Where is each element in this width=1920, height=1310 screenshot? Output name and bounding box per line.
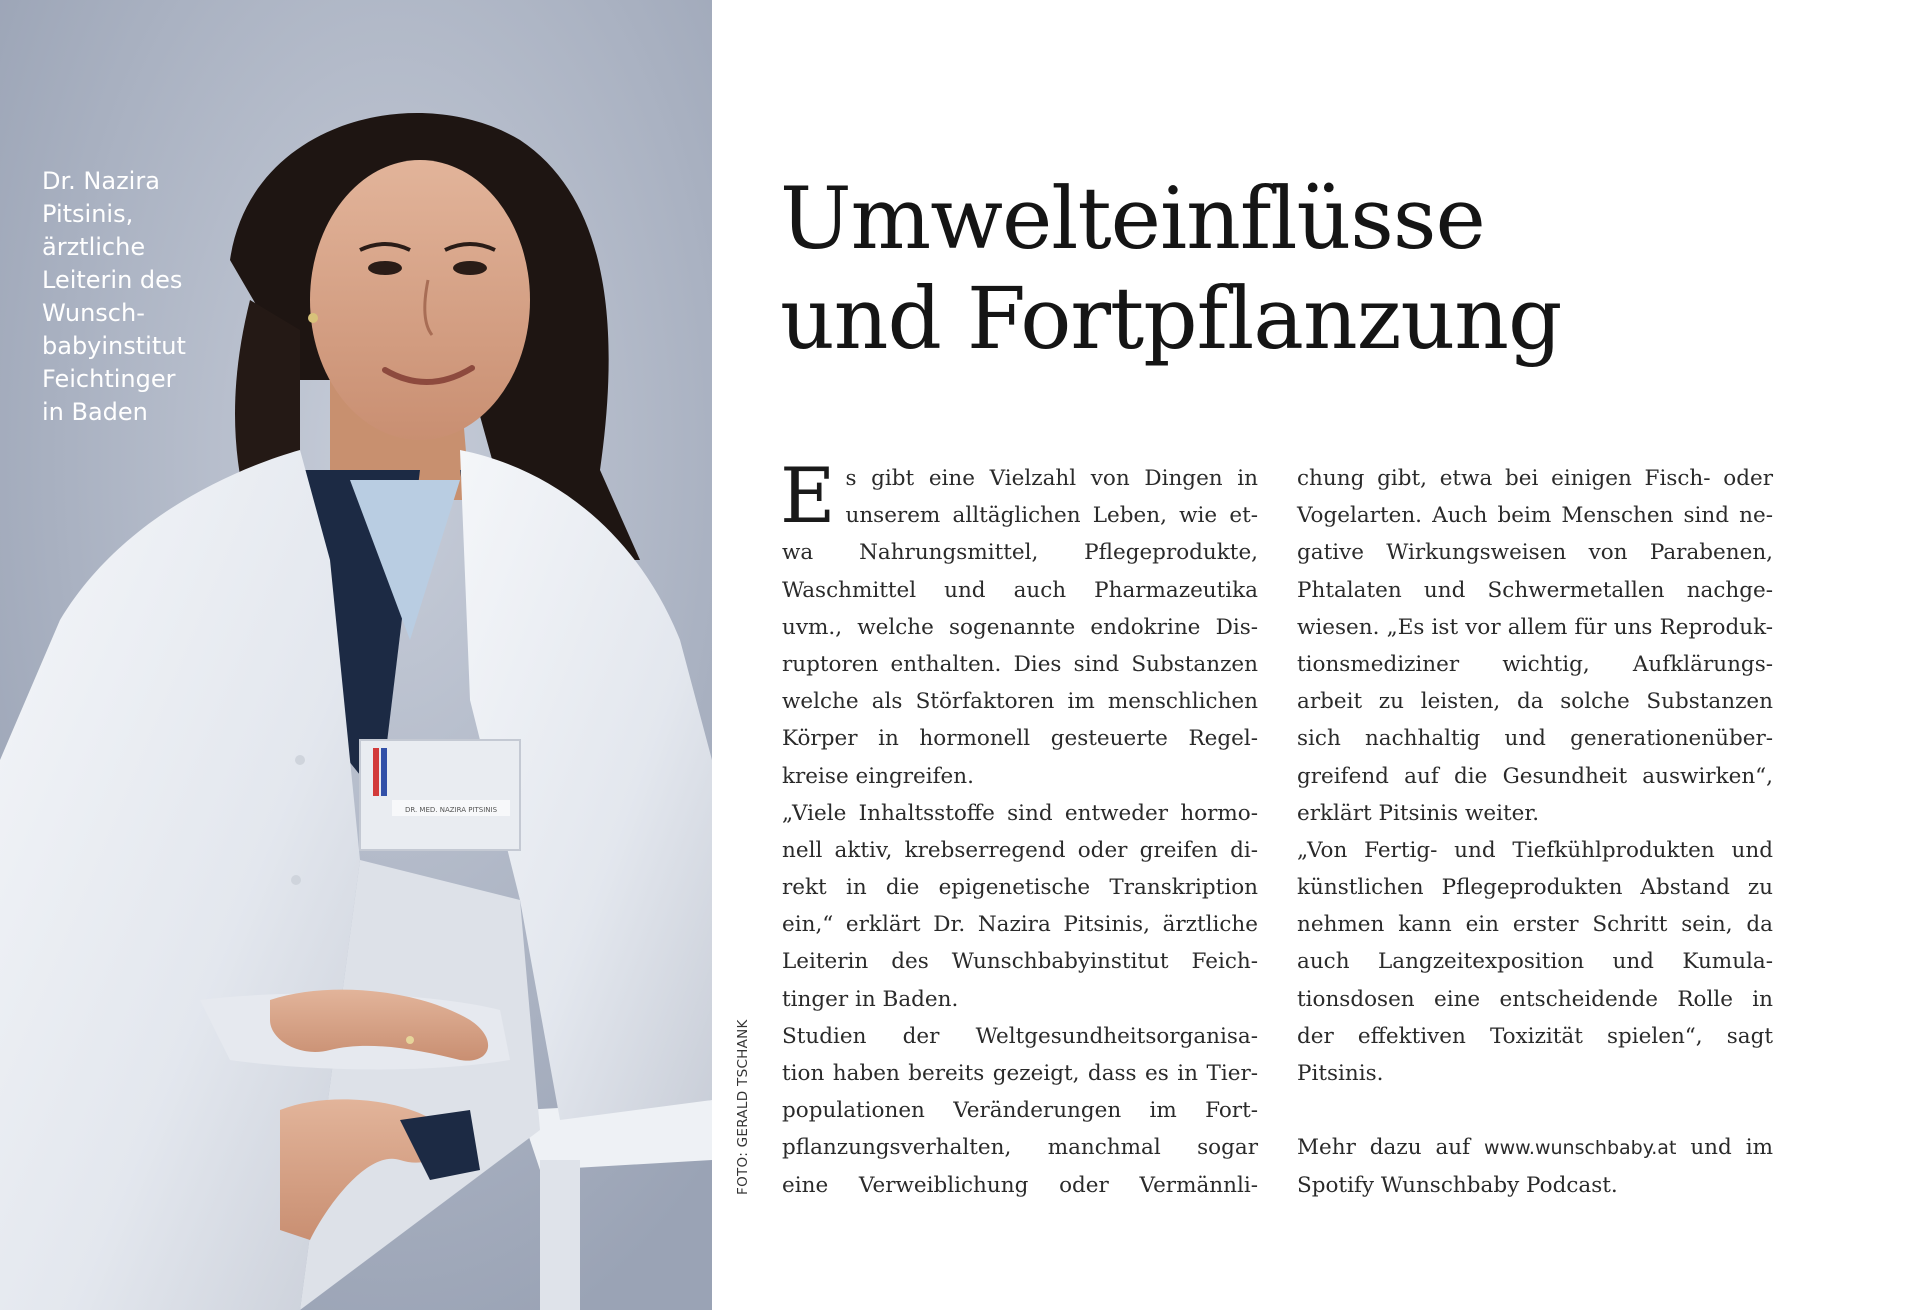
body-line: ruptoren enthalten. Dies sind Substanzen — [782, 651, 1258, 677]
body-line: eine Verweiblichung oder Vermännli- — [782, 1172, 1258, 1198]
drop-cap: E — [780, 451, 836, 540]
caption-line: Pitsinis, — [42, 200, 134, 228]
more-info-line-2: Spotify Wunschbaby Podcast. — [1297, 1172, 1618, 1198]
body-line: Pitsinis. — [1297, 1061, 1384, 1086]
body-line: tinger in Baden. — [782, 986, 959, 1012]
caption-line: in Baden — [42, 398, 148, 426]
body-line: Studien der Weltgesundheitsorganisa- — [782, 1023, 1258, 1049]
body-line: tion haben bereits gezeigt, dass es in Tier- — [782, 1061, 1258, 1086]
caption-line: babyinstitut — [42, 332, 186, 360]
body-line: welche als Störfaktoren im menschlichen — [782, 689, 1258, 715]
body-line: künstlichen Pflegeprodukten Abstand zu — [1297, 875, 1773, 901]
caption-line: ärztliche — [42, 233, 146, 261]
photo-credit: FOTO: GERALD TSCHANK — [735, 1019, 751, 1195]
body-line: Körper in hormonell gesteuerte Regel- — [782, 726, 1258, 752]
body-line: chung gibt, etwa bei einigen Fisch- oder — [1297, 466, 1773, 491]
body-line: arbeit zu leisten, da solche Substanzen — [1297, 689, 1773, 715]
more-info-prefix: Mehr dazu auf — [1297, 1135, 1485, 1161]
headline-line: Umwelteinflüsse — [780, 170, 1485, 269]
body-line: wa Nahrungsmittel, Pflegeprodukte, — [782, 540, 1258, 566]
body-line: erklärt Pitsinis weiter. — [1297, 800, 1540, 826]
body-line: „Von Fertig- und Tiefkühlprodukten und — [1297, 837, 1773, 863]
body-line: nell aktiv, krebserregend oder greifen di- — [782, 837, 1258, 863]
body-line: greifend auf die Gesundheit auswirken“, — [1297, 763, 1773, 789]
headline-line: und Fortpflanzung — [780, 270, 1562, 369]
website-link[interactable]: www.wunschbaby.at — [1484, 1137, 1677, 1160]
body-line: pflanzungsverhalten, manchmal sogar — [782, 1135, 1258, 1161]
body-line: ein,“ erklärt Dr. Nazira Pitsinis, ärztliche — [782, 912, 1258, 938]
body-line: kreise eingreifen. — [782, 763, 974, 789]
paragraph-gap — [1297, 1092, 1773, 1129]
body-line: uvm., welche sogenannte endokrine Dis- — [782, 614, 1258, 640]
more-info-line — [1297, 1129, 1773, 1166]
caption-line: Wunsch- — [42, 299, 145, 327]
body-line: wiesen. „Es ist vor allem für uns Reproduk- — [1297, 614, 1773, 640]
coat-badge: DR. MED. NAZIRA PITSINIS — [404, 806, 498, 814]
portrait-photo — [0, 0, 712, 1310]
body-line: Vogelarten. Auch beim Menschen sind ne- — [1297, 503, 1773, 529]
caption-line: Dr. Nazira — [42, 167, 160, 195]
body-line: gative Wirkungsweisen von Parabenen, — [1297, 540, 1773, 566]
photo-caption — [42, 165, 212, 429]
body-line: rekt in die epigenetische Transkription — [782, 875, 1258, 901]
body-line: auch Langzeitexposition und Kumula- — [1297, 949, 1773, 975]
article-column-1 — [780, 451, 1258, 1204]
more-info-suffix: und im — [1676, 1135, 1773, 1161]
caption-line: Leiterin des — [42, 266, 183, 294]
body-line: unserem alltäglichen Leben, wie et- — [845, 503, 1258, 529]
caption-line: Feichtinger — [42, 365, 176, 393]
headline — [780, 170, 1561, 370]
body-line: der effektiven Toxizität spielen“, sagt — [1297, 1023, 1773, 1049]
article-column-2 — [1297, 460, 1773, 1204]
body-line: Waschmittel und auch Pharmazeutika — [782, 577, 1258, 603]
body-line: s gibt eine Vielzahl von Dingen in — [845, 466, 1258, 491]
body-line: tionsdosen eine entscheidende Rolle in — [1297, 986, 1773, 1012]
body-line: Phtalaten und Schwermetallen nachge- — [1297, 577, 1773, 603]
body-line: Leiterin des Wunschbabyinstitut Feich- — [782, 949, 1258, 975]
body-line: „Viele Inhaltsstoffe sind entweder hormo- — [782, 800, 1258, 826]
body-line: sich nachhaltig und generationenüber- — [1297, 726, 1773, 752]
body-line: nehmen kann ein erster Schritt sein, da — [1297, 912, 1773, 938]
body-line: tionsmediziner wichtig, Aufklärungs- — [1297, 651, 1773, 677]
body-line: populationen Veränderungen im Fort- — [782, 1098, 1258, 1124]
